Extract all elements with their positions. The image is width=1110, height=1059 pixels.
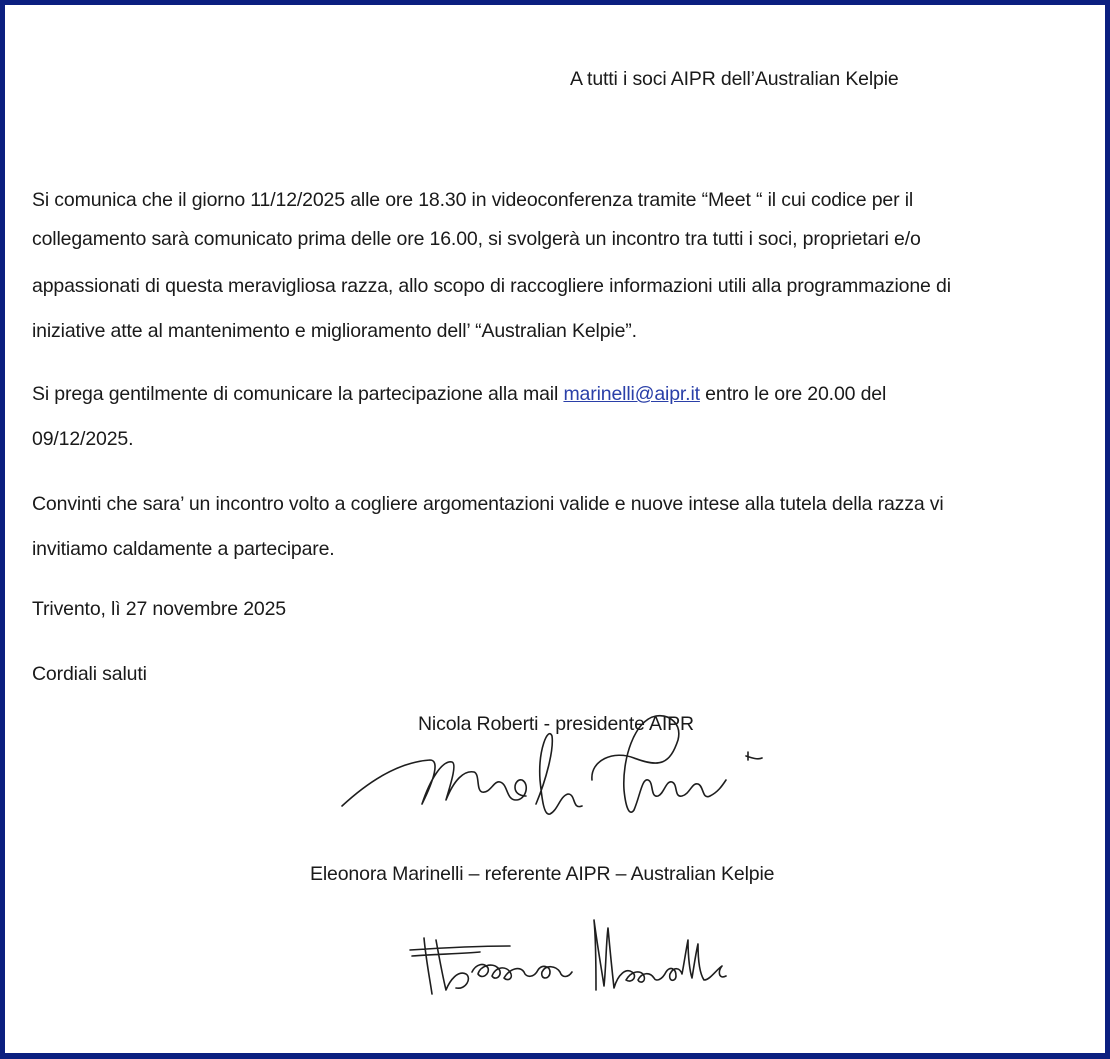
paragraph2-text-before: Si prega gentilmente di comunicare la partecipazione alla mail [32,383,564,405]
addressee-line: A tutti i soci AIPR dell’Australian Kelpie [570,68,899,90]
paragraph1-line: collegamento sarà comunicato prima delle ore 16.00, si svolgerà un incontro tra tutti i soci, proprietari e/o [32,228,921,250]
paragraph3-line: Convinti che sara’ un incontro volto a cogliere argomentazioni valide e nuove intese alla tutela della razza vi [32,493,944,515]
paragraph2-line: 09/12/2025. [32,428,134,450]
paragraph1-line: iniziative atte al mantenimento e miglioramento dell’ “Australian Kelpie”. [32,320,637,342]
paragraph2-line [32,383,886,406]
closing-greeting: Cordiali saluti [32,663,147,685]
paragraph3-line: invitiamo caldamente a partecipare. [32,538,335,560]
signature-president [330,700,850,820]
email-link[interactable]: marinelli@aipr.it [563,383,700,405]
signatory-name-referente: Eleonora Marinelli – referente AIPR – Australian Kelpie [310,863,775,885]
signature-referente [400,910,800,1020]
paragraph1-line: Si comunica che il giorno 11/12/2025 alle ore 18.30 in videoconferenza tramite “Meet “ il cui codice per il [32,189,914,211]
paragraph2-text-after: entro le ore 20.00 del [699,383,887,405]
signatory-name-president: Nicola Roberti - presidente AIPR [418,713,694,735]
paragraph1-line: appassionati di questa meravigliosa razza, allo scopo di raccogliere informazioni utili alla programmazione di [32,275,951,297]
place-date: Trivento, lì 27 novembre 2025 [32,598,286,620]
